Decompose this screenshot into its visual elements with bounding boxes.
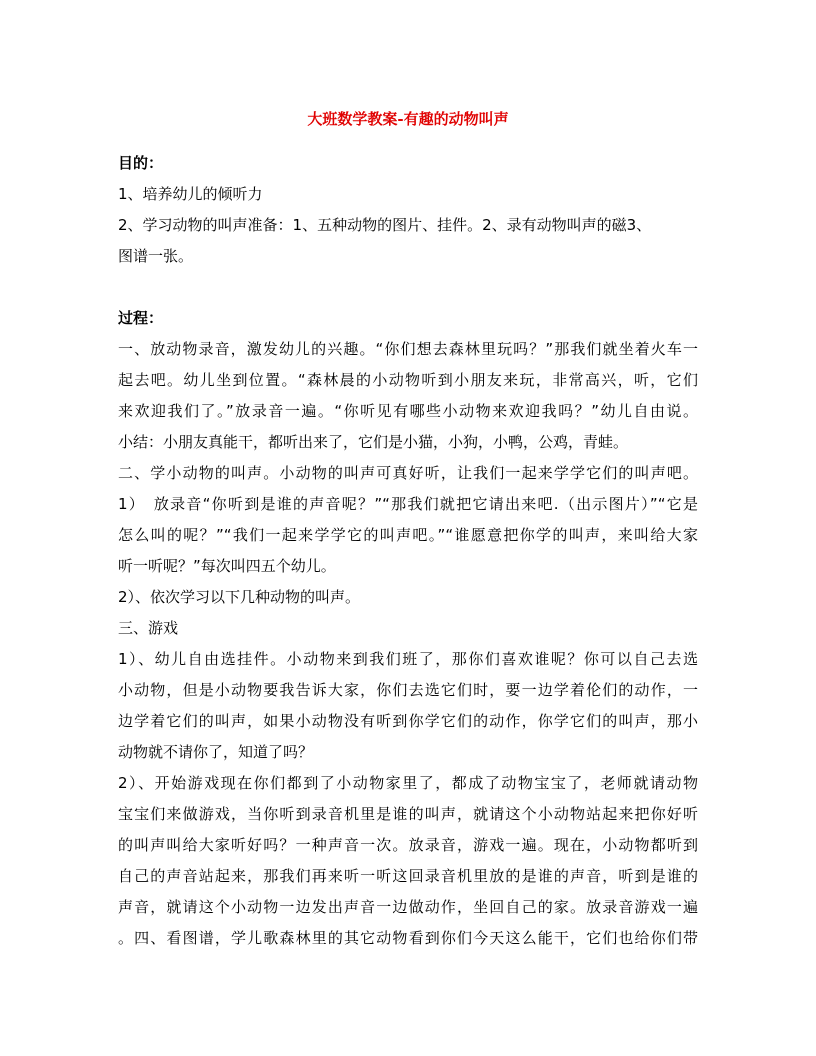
process-line: 三、游戏 (118, 619, 179, 637)
process-line: 的叫声叫给大家听好吗？一种声音一次。放录音，游戏一遍。现在，小动物都听到 (118, 836, 698, 854)
process-line: 二、学小动物的叫声。小动物的叫声可真好听，让我们一起来学学它们的叫声吧。 (118, 464, 698, 482)
process-line: 来欢迎我们了。”放录音一遍。“你听见有哪些小动物来欢迎我吗？”幼儿自由说。 (118, 402, 698, 420)
process-line: 宝宝们来做游戏，当你听到录音机里是谁的叫声，就请这个小动物站起来把你好听 (118, 805, 698, 823)
process-line: 2）、开始游戏现在你们都到了小动物家里了，都成了动物宝宝了，老师就请动物 (118, 774, 698, 792)
document-body (118, 148, 698, 954)
process-line: 自己的声音站起来，那我们再来听一听这回录音机里放的是谁的声音，听到是谁的 (118, 867, 698, 885)
process-line: 起去吧。幼儿坐到位置。“森林晨的小动物听到小朋友来玩，非常高兴，听，它们 (118, 371, 698, 389)
process-line: 边学着它们的叫声，如果小动物没有听到你学它们的动作，你学它们的叫声，那小 (118, 712, 698, 730)
process-line: 1）、幼儿自由选挂件。小动物来到我们班了，那你们喜欢谁呢？你可以自己去选 (118, 650, 698, 668)
goal-line: 1、培养幼儿的倾听力 (118, 185, 263, 203)
goal-line: 2、学习动物的叫声准备：1、五种动物的图片、挂件。2、录有动物叫声的磁3、 (118, 216, 652, 234)
document-title: 大班数学教案-有趣的动物叫声 (307, 110, 509, 128)
process-line: 小结：小朋友真能干，都听出来了，它们是小猫，小狗，小鸭，公鸡，青蛙。 (118, 433, 629, 451)
paragraph-spacer (118, 272, 698, 303)
process-line: 怎么叫的呢？”“我们一起来学学它的叫声吧。”“谁愿意把你学的叫声，来叫给大家 (118, 526, 698, 544)
process-line: 一、放动物录音，激发幼儿的兴趣。“你们想去森林里玩吗？”那我们就坐着火车一 (118, 340, 698, 358)
goal-line: 图谱一张。 (118, 247, 194, 265)
process-line: 。四、看图谱，学儿歌森林里的其它动物看到你们今天这么能干，它们也给你们带 (118, 929, 698, 947)
process-line: 听一听呢？”每次叫四五个幼儿。 (118, 557, 336, 575)
process-heading: 过程： (118, 309, 164, 327)
process-line: 2）、依次学习以下几种动物的叫声。 (118, 588, 361, 606)
process-line: 动物就不请你了，知道了吗？ (118, 743, 314, 761)
goal-heading: 目的： (118, 154, 164, 172)
process-line: 小动物，但是小动物要我告诉大家，你们去选它们时，要一边学着伦们的动作，一 (118, 681, 698, 699)
process-line: 声音，就请这个小动物一边发出声音一边做动作，坐回自己的家。放录音游戏一遍 (118, 898, 698, 916)
process-line: 1） 放录音“你听到是谁的声音呢？”“那我们就把它请出来吧.（出示图片）”“它是 (118, 495, 698, 513)
